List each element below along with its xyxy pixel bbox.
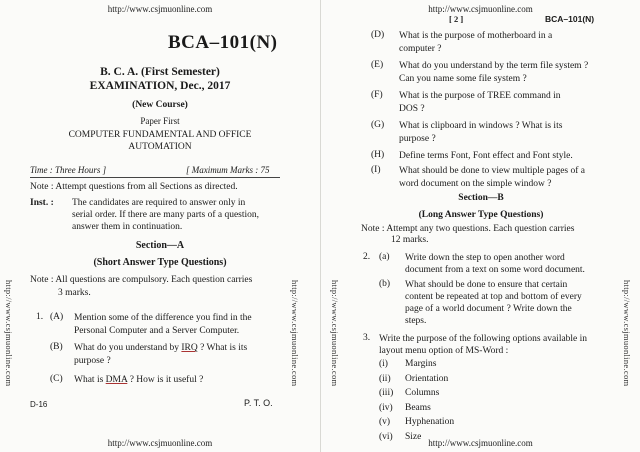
- q1g-line-1: What is clipboard in windows ? What is its: [399, 121, 563, 131]
- option-text: Beams: [405, 402, 431, 413]
- option-text: Hyphenation: [405, 417, 455, 427]
- exam-name: EXAMINATION, Dec., 2017: [89, 80, 231, 92]
- q3-number: 3.: [363, 333, 371, 343]
- q1g-line-2: purpose ?: [399, 134, 436, 144]
- top-url: http://www.csjmuonline.com: [107, 4, 213, 14]
- note-1: Note : Attempt questions from all Sections as directed.: [30, 182, 238, 192]
- max-marks: [ Maximum Marks : 75: [186, 165, 270, 175]
- new-course: (New Course): [132, 100, 188, 110]
- q1i-line-1: What should be done to view multiple pages of a: [399, 166, 585, 176]
- q1a-line-2: Personal Computer and a Server Computer.: [74, 326, 240, 336]
- bottom-url: http://www.csjmuonline.com: [428, 438, 533, 448]
- paper-code: BCA–101(N): [168, 32, 278, 53]
- q1e-line-1: What do you understand by the term file system ?: [399, 61, 589, 71]
- section-a-subheading: (Short Answer Type Questions): [93, 257, 227, 268]
- q3-line-1: Write the purpose of the following options available in: [379, 334, 588, 344]
- right-page: [320, 0, 640, 452]
- option-item: [379, 358, 454, 373]
- q1f-line-2: DOS ?: [399, 104, 425, 114]
- time-label: Time : Three Hours ]: [30, 165, 107, 175]
- q3-line-2: layout menu option of MS-Word :: [379, 346, 509, 356]
- note-2-line-2: 3 marks.: [58, 288, 91, 298]
- subject-title-2: AUTOMATION: [128, 142, 192, 152]
- option-item: [379, 402, 454, 417]
- q2b-label: (b): [379, 279, 391, 289]
- q1-number: 1.: [36, 312, 44, 322]
- course-name: B. C. A. (First Semester): [100, 66, 220, 78]
- q1b-line-2: purpose ?: [74, 356, 111, 366]
- q1b-term: IRQ: [181, 343, 198, 353]
- q1h-label: (H): [371, 150, 385, 160]
- q1e-label: (E): [371, 60, 384, 70]
- q1a-line-1: Mention some of the difference you find in the: [74, 313, 252, 323]
- q2a-line-2: document from a text on some word document.: [405, 265, 585, 275]
- section-b-note-1: Note : Attempt any two questions. Each question carries: [361, 224, 575, 234]
- option-list: [379, 358, 454, 445]
- option-text: Orientation: [405, 373, 449, 384]
- option-number: (ii): [379, 373, 391, 384]
- q2b-line-2: content be repeated at top and bottom of every: [405, 292, 582, 302]
- q1b-line-1: [74, 342, 247, 354]
- q1b-label: (B): [50, 342, 63, 352]
- q1e-line-2: Can you name some file system ?: [399, 74, 527, 84]
- section-a-heading: Section—A: [135, 240, 185, 251]
- option-item: [379, 387, 454, 402]
- side-url-left-inner: http://www.csjmuonline.com: [290, 280, 300, 387]
- option-item: [379, 373, 454, 388]
- note-2-line-1: Note : All questions are compulsory. Each question carries: [30, 275, 253, 285]
- q1d-line-1: What is the purpose of motherboard in a: [399, 31, 553, 41]
- option-text: Size: [405, 431, 422, 442]
- side-url-left-outer: http://www.csjmuonline.com: [4, 280, 14, 387]
- section-b-note-2: 12 marks.: [391, 235, 429, 245]
- footer-code: D-16: [30, 400, 48, 409]
- q2a-line-1: Write down the step to open another word: [405, 253, 565, 263]
- option-text: Margins: [405, 359, 437, 369]
- q1c-pre: What is: [74, 375, 104, 385]
- section-b-heading: Section—B: [458, 193, 504, 203]
- bottom-url: http://www.csjmuonline.com: [107, 438, 213, 448]
- paper-number: Paper First: [140, 116, 180, 126]
- subject-title-1: COMPUTER FUNDAMENTAL AND OFFICE: [68, 130, 252, 140]
- q1a-label: (A): [50, 312, 64, 322]
- q1h-line-1: Define terms Font, Font effect and Font style.: [399, 151, 573, 161]
- q1f-line-1: What is the purpose of TREE command in: [399, 91, 561, 101]
- top-url: http://www.csjmuonline.com: [428, 4, 533, 14]
- q2b-line-1: What should be done to ensure that certain: [405, 280, 568, 290]
- inst-line-1: The candidates are required to answer only in: [72, 198, 246, 208]
- q1d-label: (D): [371, 30, 385, 40]
- inst-label: Inst. :: [30, 198, 54, 208]
- q1f-label: (F): [371, 90, 383, 100]
- pto: P. T. O.: [244, 398, 273, 408]
- side-url-right-outer: http://www.csjmuonline.com: [622, 280, 632, 387]
- q1i-line-2: word document on the simple window ?: [399, 179, 552, 189]
- page-number: [ 2 ]: [449, 14, 464, 24]
- q2b-line-3: page of a world document ? Write down the: [405, 304, 572, 314]
- option-number: (v): [379, 417, 391, 427]
- option-text: Columns: [405, 388, 440, 398]
- q1c-line-1: [74, 374, 203, 386]
- option-number: (iii): [379, 388, 394, 398]
- q1i-label: (I): [371, 165, 381, 175]
- q1g-label: (G): [371, 120, 385, 130]
- option-number: (i): [379, 359, 388, 369]
- q1b-pre: What do you understand by: [74, 343, 180, 353]
- option-number: (iv): [379, 402, 393, 413]
- q1d-line-2: computer ?: [399, 44, 442, 54]
- q1b-post: ? What is its: [200, 343, 248, 353]
- option-number: (vi): [379, 431, 393, 442]
- divider: [30, 177, 280, 178]
- q2-number: 2.: [363, 252, 371, 262]
- option-item: [379, 416, 454, 431]
- q1c-term: DMA: [105, 375, 128, 385]
- q1c-label: (C): [50, 374, 63, 384]
- side-url-right-inner: http://www.csjmuonline.com: [330, 280, 340, 387]
- q2a-label: (a): [379, 252, 390, 262]
- inst-line-2: serial order. If there are many parts of a question,: [72, 210, 260, 220]
- right-paper-code: BCA–101(N): [545, 14, 595, 24]
- section-b-subheading: (Long Answer Type Questions): [418, 210, 544, 220]
- q1c-post: ? How is it useful ?: [129, 375, 204, 385]
- inst-line-3: answer them in continuation.: [72, 222, 183, 232]
- q2b-line-4: steps.: [405, 316, 427, 326]
